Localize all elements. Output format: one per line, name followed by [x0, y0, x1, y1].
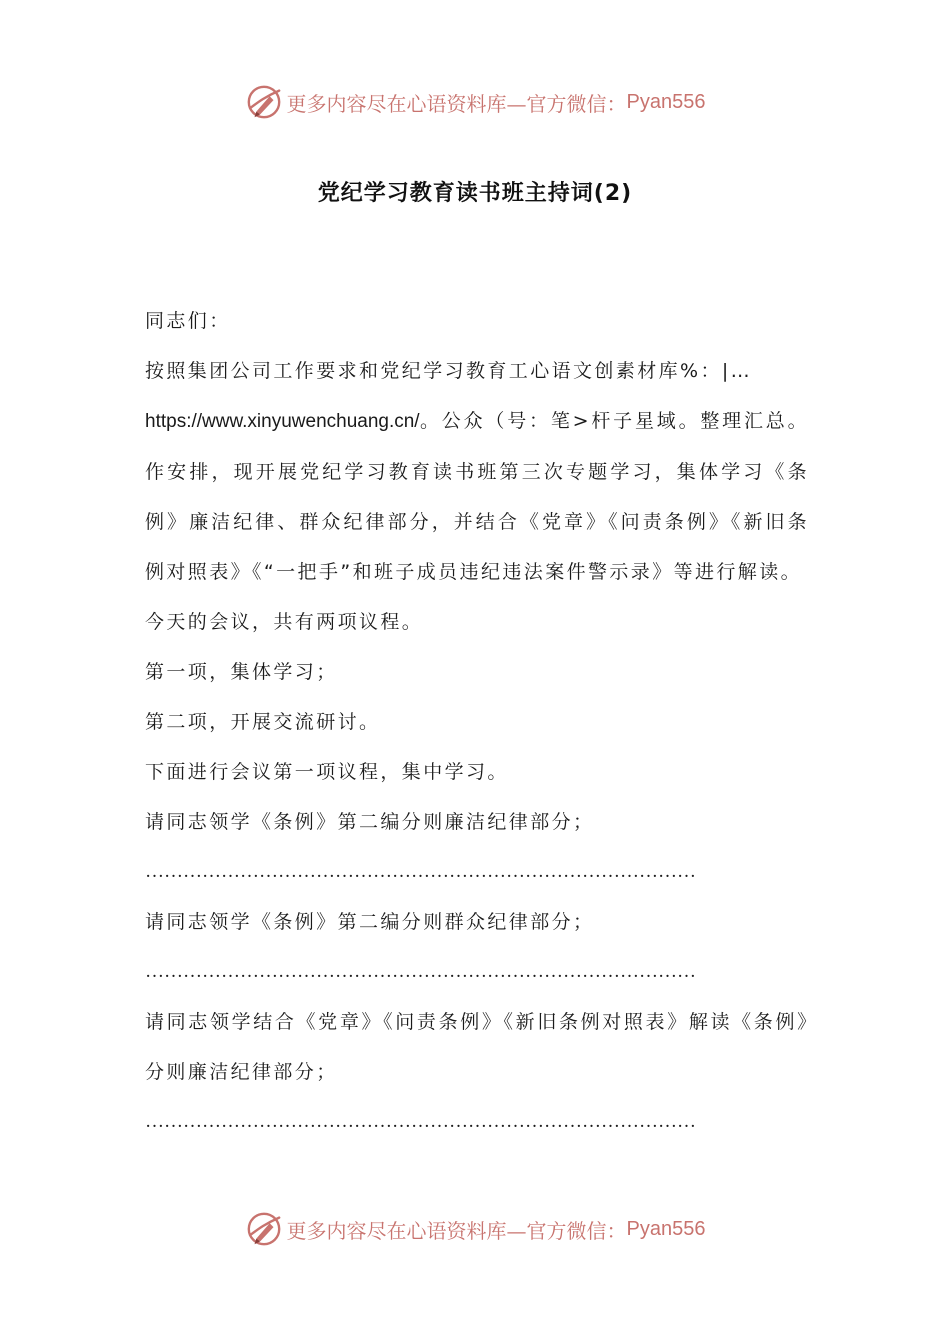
- speaker-line-1: 请同志领学《条例》第二编分则廉洁纪律部分；: [145, 811, 595, 833]
- footer-watermark: [0, 1210, 950, 1248]
- agenda-item-1: 第一项，集体学习；: [145, 661, 338, 683]
- agenda-intro: 今天的会议，共有两项议程。: [145, 611, 424, 633]
- intro-text-a: 按照集团公司工作要求和党纪学习教育工心语文创素材库%：|…: [145, 360, 753, 382]
- document-body: [145, 296, 809, 1147]
- speaker-line-2: 请同志领学《条例》第二编分则群众纪律部分；: [145, 911, 595, 933]
- watermark-text: 更多内容尽在心语资料库—官方微信：: [286, 91, 627, 116]
- dotted-placeholder-1: ……………………………………………………………………………: [145, 861, 696, 882]
- dotted-placeholder-2: ……………………………………………………………………………: [145, 961, 696, 982]
- dotted-placeholder-3: ……………………………………………………………………………: [145, 1111, 696, 1132]
- item1-intro: 下面进行会议第一项议程，集中学习。: [145, 761, 509, 783]
- watermark-wechat-id: Pyan556: [626, 1217, 706, 1240]
- intro-paragraph: [145, 346, 809, 597]
- agenda-item-2: 第二项，开展交流研讨。: [145, 711, 381, 733]
- watermark-text: 更多内容尽在心语资料库—官方微信：: [286, 1218, 627, 1243]
- speaker-line-3: 请同志领学结合《党章》《问责条例》《新旧条例对照表》解读《条例》分则廉洁纪律部分；: [145, 1011, 809, 1083]
- intro-text-b: 。公众（号：笔>杆子星域。整理汇总。作安排，现开展党纪学习教育读书班第三次专题学习，集体学习《条例》廉洁纪律、群众纪律部分，并结合《党章》《问责条例》《新旧条例对照表》《“一把手”和班子成员违纪违法案件警示录》等进行解读。: [145, 410, 809, 583]
- watermark-wechat-id: Pyan556: [626, 90, 706, 113]
- intro-url: https://www.xinyuwenchuang.cn/: [145, 411, 420, 432]
- salutation: 同志们：: [145, 310, 231, 332]
- pen-logo-icon: [245, 1210, 283, 1248]
- page-title: 党纪学习教育读书班主持词(2): [317, 181, 633, 206]
- pen-logo-icon: [245, 83, 283, 121]
- header-watermark: [0, 83, 950, 121]
